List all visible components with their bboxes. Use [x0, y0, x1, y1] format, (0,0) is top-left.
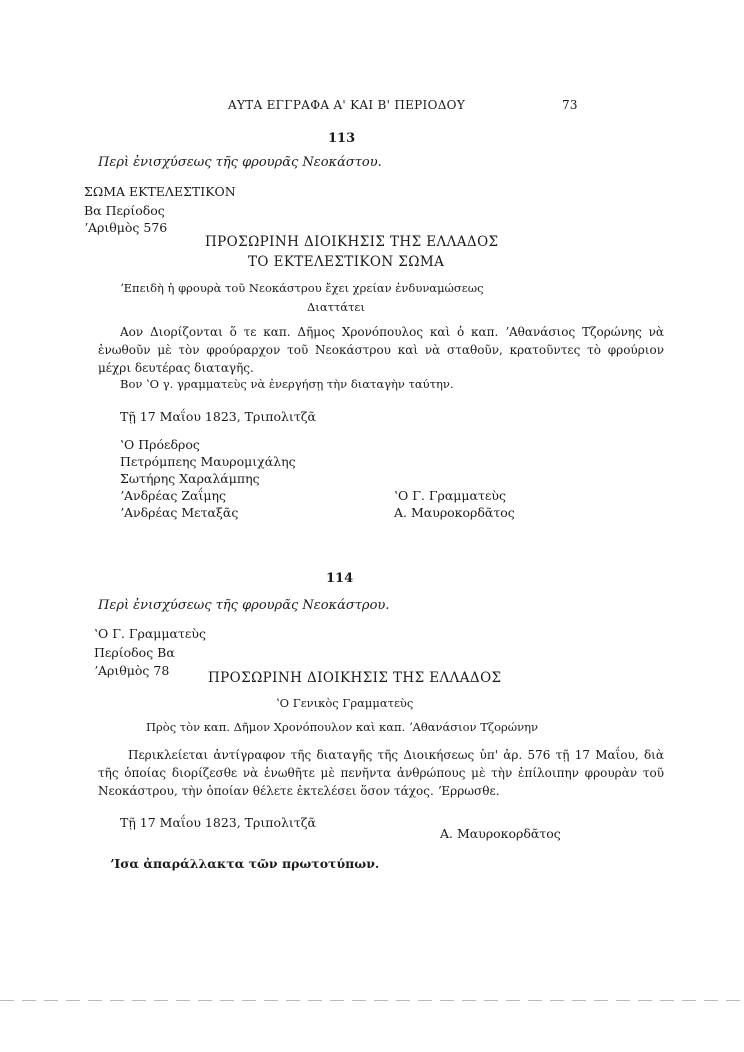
signature-name: Α. Μαυροκορδᾶτος — [440, 826, 561, 841]
document-114-title: ΠΡΟΣΩΡΙΝΗ ΔΙΟΙΚΗΣΙΣ ΤΗΣ ΕΛΛΑΔΟΣ — [208, 670, 502, 686]
document-number-113: 113 — [328, 131, 356, 146]
closing-note: ʼΙσα ἀπαράλλακτα τῶν πρωτοτύπων. — [110, 856, 380, 871]
period-label: Βα Περίοδος — [84, 203, 165, 218]
issuer-label: ʽΟ Γ. Γραμματεὺς — [94, 626, 206, 641]
document-114-subtitle: ʽΟ Γενικὸς Γραμματεὺς — [276, 696, 414, 710]
document-114-paragraph: Περικλείεται ἀντίγραφον τῆς διαταγῆς τῆς Διοικήσεως ὑπ' ἀρ. 576 τῇ 17 Μαΐου, διὰ τῆς ὁποίας διορίζεσθε νὰ ἑνωθῆτε μὲ πενῆντα ἀνθρώπους μὲ τὴν ἐπίλοιπην φρουρὰν τοῦ Νεοκάστρου, τὴν ὁποίαν θέλετε ἐκτελέσει ὅσον τάχος. ʼΕρρωσθε. — [98, 748, 664, 798]
period-label: Περίοδος Βα — [94, 645, 175, 660]
addressee-line: Πρὸς τὸν καπ. Δῆμον Χρονόπουλον καὶ καπ. ʼΑθανάσιον Τζορώνην — [146, 720, 539, 734]
paragraph-b: Βον ʽΟ γ. γραμματεὺς νὰ ἐνεργήσῃ τὴν διαταγὴν ταύτην. — [120, 377, 454, 391]
document-113-subtitle: ΤΟ ΕΚΤΕΛΕΣΤΙΚΟΝ ΣΩΜΑ — [248, 254, 445, 270]
paragraph-a: Αον Διορίζονται ὅ τε καπ. Δῆμος Χρονόπουλος καὶ ὁ καπ. ʼΑθανάσιος Τζορώνης νὰ ἑνωθοῦν μὲ τὸν φρούραρχον τοῦ Νεοκάστρου καὶ νὰ σταθοῦν, κρατοῦντες τὸ φρούριον μέχρι δευτέρας διαταγῆς. — [98, 325, 664, 375]
signatory-name: ʼΑνδρέας Ζαΐμης — [120, 488, 227, 503]
date-place-114: Τῇ 17 Μαΐου 1823, Τριπολιτζᾶ — [120, 815, 316, 830]
signatory-name: ʼΑνδρέας Μεταξᾶς — [120, 505, 239, 520]
secretary-name: Α. Μαυροκορδᾶτος — [394, 505, 515, 520]
protocol-number: ʼΑριθμὸς 78 — [94, 663, 170, 678]
document-113-title: ΠΡΟΣΩΡΙΝΗ ΔΙΟΙΚΗΣΙΣ ΤΗΣ ΕΛΛΑΔΟΣ — [205, 234, 499, 250]
decrees-label: Διαττάτει — [307, 300, 365, 314]
document-113-subject: Περὶ ἐνισχύσεως τῆς φρουρᾶς Νεοκάστου. — [98, 155, 382, 170]
document-number-114: 114 — [326, 571, 354, 586]
page-number: 73 — [562, 98, 578, 112]
document-114-subject: Περὶ ἐνισχύσεως τῆς φρουρᾶς Νεοκάστρου. — [98, 598, 390, 613]
running-title: ΑΥΤΑ ΕΓΓΡΑΦΑ Α' ΚΑΙ Β' ΠΕΡΙΟΔΟΥ — [228, 98, 466, 112]
signatory-president-label: ʽΟ Πρόεδρος — [120, 437, 200, 452]
protocol-number: ʼΑριθμὸς 576 — [84, 220, 168, 235]
preamble: ʼΕπειδὴ ἡ φρουρὰ τοῦ Νεοκάστρου ἔχει χρείαν ἐνδυναμώσεως — [120, 281, 484, 295]
secretary-label: ʽΟ Γ. Γραμματεὺς — [394, 488, 506, 503]
scan-edge-divider — [0, 1000, 744, 1001]
signatory-name: Πετρόμπεης Μαυρομιχάλης — [120, 454, 296, 469]
signatory-name: Σωτήρης Χαραλάμπης — [120, 471, 260, 486]
issuing-body: ΣΩΜΑ ΕΚΤΕΛΕΣΤΙΚΟΝ — [84, 184, 236, 199]
date-place-113: Τῇ 17 Μαΐου 1823, Τριπολιτζᾶ — [120, 409, 316, 424]
